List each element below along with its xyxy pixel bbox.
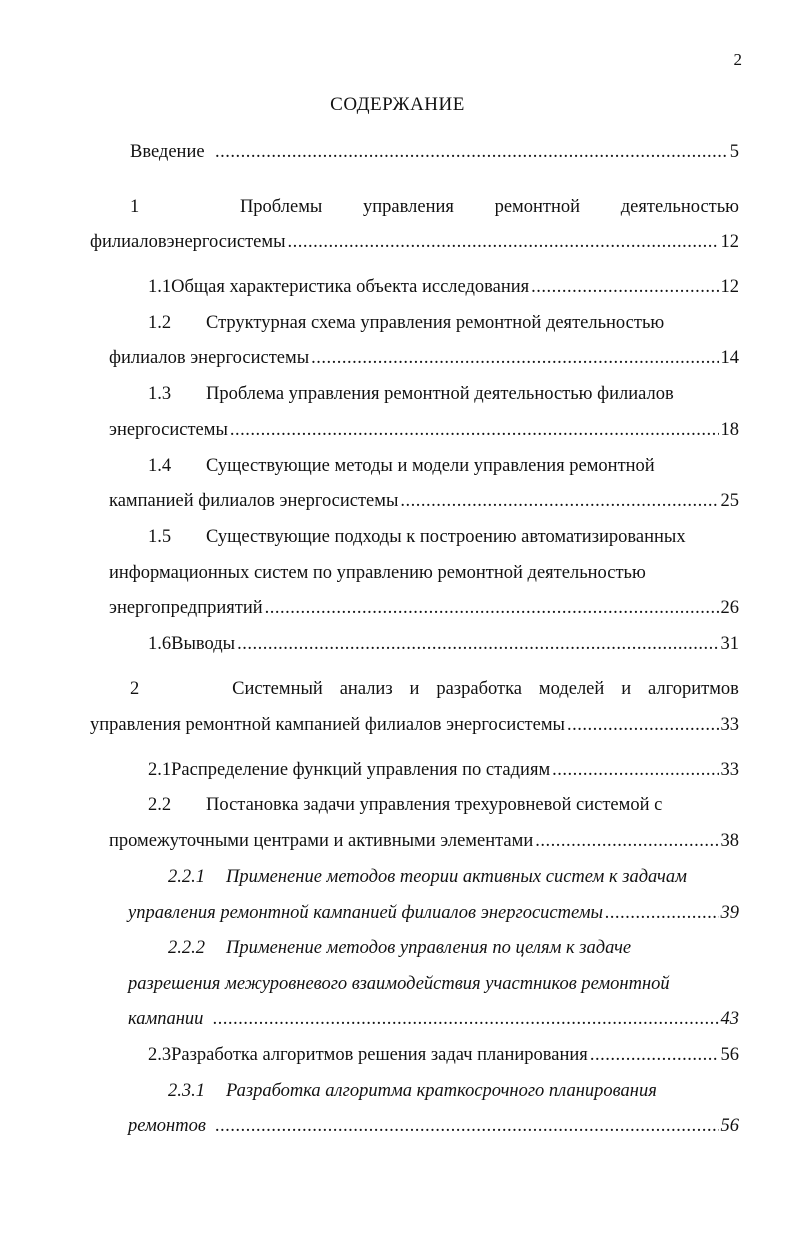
toc-label: Проблема управления ремонтной деятельностью филиалов (206, 384, 674, 404)
toc-entry-2-line2[interactable] (90, 712, 739, 738)
toc-page: 26 (720, 598, 739, 618)
toc-label: Существующие методы и модели управления ремонтной (206, 456, 655, 476)
page-number: 2 (733, 50, 742, 69)
toc-entry-1-5-line3[interactable] (109, 595, 739, 621)
toc-word: управления (363, 197, 454, 217)
toc-word: Проблемы (239, 197, 323, 217)
toc-label: Применение методов управления по целям к задаче (226, 938, 632, 958)
toc-entry-2-2[interactable] (148, 792, 739, 818)
toc-number: 2.3 (148, 1045, 172, 1065)
toc-label: Распределение функций управления по стадиям (171, 760, 551, 780)
toc-label: управления ремонтной кампанией филиалов энергосистемы (128, 903, 604, 923)
toc-entry-2-1[interactable] (148, 757, 739, 783)
toc-number: 1.2 (148, 313, 172, 333)
toc-leader-dots (605, 900, 718, 926)
toc-leader-dots (265, 595, 719, 621)
toc-entry-2-2-1[interactable] (168, 864, 739, 890)
page-title: СОДЕРЖАНИЕ (330, 94, 465, 115)
toc-entry-1-2[interactable] (148, 310, 739, 336)
toc-label: кампании (128, 1009, 204, 1029)
toc-entry-2-3[interactable] (148, 1042, 739, 1068)
toc-number: 1.5 (148, 527, 172, 547)
toc-number: 2.2.2 (168, 938, 205, 958)
toc-entry-1-5-line2[interactable] (109, 560, 739, 586)
toc-leader-dots (535, 828, 718, 854)
toc-number: 2.3.1 (168, 1081, 205, 1101)
toc-word: Системный (232, 679, 323, 699)
toc-entry-1-5[interactable] (148, 524, 739, 550)
toc-label: информационных систем по управлению ремонтной деятельностью (109, 563, 646, 583)
toc-page: 5 (729, 142, 739, 162)
toc-number: 1.6 (148, 634, 172, 654)
toc-label: кампанией филиалов энергосистемы (109, 491, 399, 511)
toc-word: и (409, 679, 420, 699)
toc-entry-1-3[interactable] (148, 381, 739, 407)
toc-number: 1.1 (148, 277, 172, 297)
toc-page: 38 (720, 831, 739, 851)
toc-leader-dots (237, 631, 718, 657)
toc-leader-dots (311, 345, 718, 371)
toc-leader-dots (567, 712, 719, 738)
toc-label: промежуточными центрами и активными элементами (109, 831, 534, 851)
toc-entry-1[interactable] (130, 194, 739, 220)
toc-label: Введение (130, 142, 205, 162)
toc-entry-1-line2[interactable] (90, 229, 739, 255)
toc-leader-dots (552, 757, 718, 783)
toc-entry-2[interactable] (130, 676, 739, 702)
toc-label: разрешения межуровневого взаимодействия участников ремонтной (128, 974, 670, 994)
toc-leader-dots (531, 274, 718, 300)
toc-entry-1-4[interactable] (148, 453, 739, 479)
toc-entry-1-4-line2[interactable] (109, 488, 739, 514)
toc-entry-2-2-1-line2[interactable] (128, 900, 739, 926)
toc-leader-dots (230, 417, 719, 443)
toc-number: 1.4 (148, 456, 172, 476)
toc-page: 43 (720, 1009, 739, 1029)
toc-entry-1-6[interactable] (148, 631, 739, 657)
toc-entry-introduction[interactable] (130, 139, 739, 165)
toc-page: 31 (720, 634, 739, 654)
toc-page: 25 (720, 491, 739, 511)
toc-entry-2-2-2-line3[interactable] (128, 1006, 739, 1032)
toc-label: Структурная схема управления ремонтной деятельностью (206, 313, 665, 333)
toc-entry-1-3-line2[interactable] (109, 417, 739, 443)
toc-entry-2-2-line2[interactable] (109, 828, 739, 854)
toc-entry-2-3-1-line2[interactable] (128, 1113, 739, 1139)
toc-page: 56 (720, 1116, 739, 1136)
toc-label: Разработка алгоритмов решения задач планирования (171, 1045, 588, 1065)
toc-label: энергопредприятий (109, 598, 263, 618)
toc-leader-dots (400, 488, 718, 514)
toc-page: 56 (720, 1045, 739, 1065)
toc-number: 2.2 (148, 795, 172, 815)
toc-leader-dots (590, 1042, 719, 1068)
toc-label: филиалов энергосистемы (109, 348, 310, 368)
toc-label: управления ремонтной кампанией филиалов энергосистемы (90, 715, 565, 735)
toc-word: разработка (436, 679, 522, 699)
toc-page: 33 (720, 760, 739, 780)
toc-entry-1-1[interactable] (148, 274, 739, 300)
toc-label: Постановка задачи управления трехуровневой системой с (206, 795, 663, 815)
toc-entry-2-3-1[interactable] (168, 1078, 739, 1104)
toc-word: и (621, 679, 632, 699)
toc-number: 2.1 (148, 760, 172, 780)
toc-label: Разработка алгоритма краткосрочного планирования (226, 1081, 657, 1101)
toc-number: 2 (130, 679, 140, 699)
toc-word: ремонтной (494, 197, 581, 217)
toc-label: филиаловэнергосистемы (90, 232, 286, 252)
toc-leader-dots (288, 229, 719, 255)
toc-entry-2-2-2-line2[interactable] (128, 971, 739, 997)
toc-leader-dots (213, 1006, 719, 1032)
toc-page: 33 (720, 715, 739, 735)
toc-entry-2-2-2[interactable] (168, 935, 739, 961)
toc-entry-1-2-line2[interactable] (109, 345, 739, 371)
toc-number: 1 (130, 197, 140, 217)
toc-page: 14 (720, 348, 739, 368)
toc-label: ремонтов (128, 1116, 206, 1136)
toc-word: алгоритмов (647, 679, 739, 699)
toc-label: Существующие подходы к построению автоматизированных (206, 527, 686, 547)
toc-label: Выводы (171, 634, 236, 654)
toc-number: 1.3 (148, 384, 172, 404)
toc-page: 12 (720, 277, 739, 297)
toc-leader-dots (215, 139, 728, 165)
toc-page: 12 (720, 232, 739, 252)
toc-number: 2.2.1 (168, 867, 205, 887)
toc-label: Общая характеристика объекта исследования (171, 277, 530, 297)
toc-page: 39 (720, 903, 739, 923)
toc-page: 18 (720, 420, 739, 440)
toc-label: энергосистемы (109, 420, 228, 440)
toc-label: Применение методов теории активных систем к задачам (226, 867, 687, 887)
toc-leader-dots (215, 1113, 718, 1139)
toc-word: анализ (339, 679, 393, 699)
toc-word: деятельностью (620, 197, 739, 217)
toc-word: моделей (538, 679, 605, 699)
